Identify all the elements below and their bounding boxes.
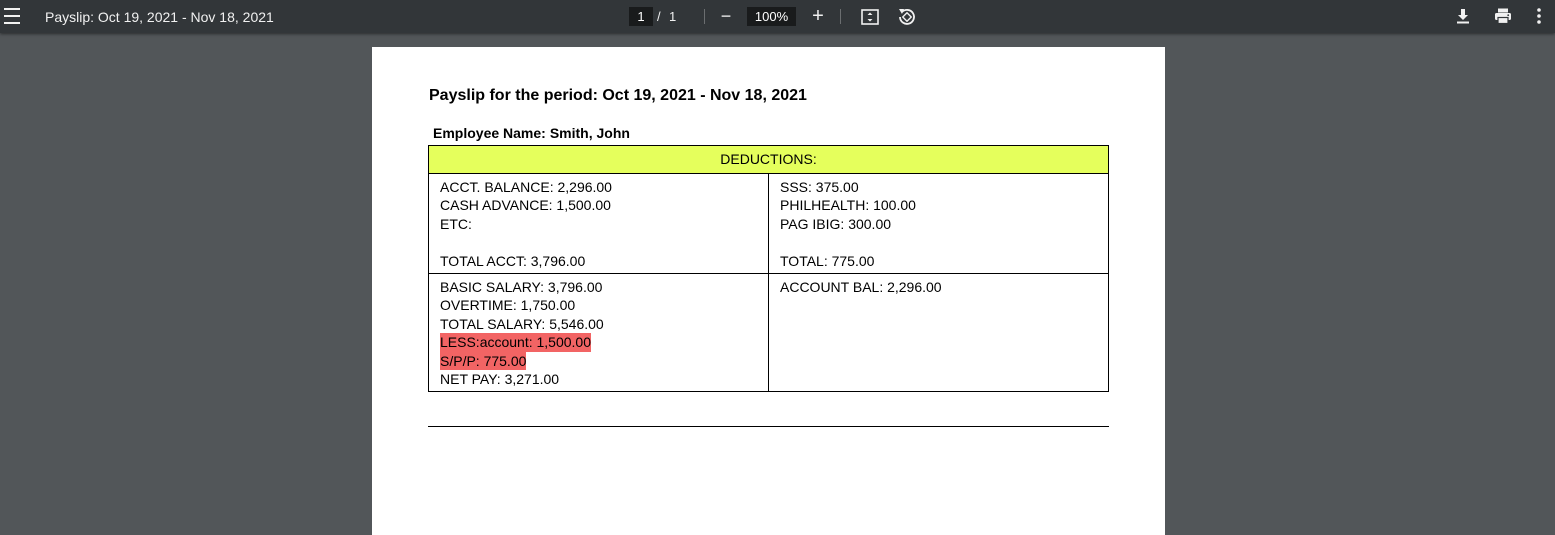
toolbar-divider [704,9,705,24]
acct-balance: ACCT. BALANCE: 2,296.00 [440,179,612,195]
net-pay: NET PAY: 3,271.00 [440,371,560,388]
zoom-level-input[interactable]: 100% [747,7,796,26]
document-title: Payslip: Oct 19, 2021 - Nov 18, 2021 [45,8,274,25]
account-bal: ACCOUNT BAL: 2,296.00 [780,279,942,296]
pag-ibig: PAG IBIG: 300.00 [780,215,892,232]
horizontal-rule [428,426,1109,427]
employee-name-value: Smith, John [549,125,630,141]
contributions-cell [769,174,1109,274]
salary-cell [429,274,769,392]
total-acct: TOTAL ACCT: 3,796.00 [440,252,586,269]
pdf-toolbar [0,0,1555,33]
blank-line [780,233,1097,251]
blank-line [440,233,757,251]
deductions-header: DEDUCTIONS: [429,146,1109,174]
account-cell [429,174,769,274]
etc: ETC: [440,215,472,232]
payslip-title: Payslip for the period: Oct 19, 2021 - Nov 18, 2021 [429,87,807,104]
pdf-page [372,47,1165,535]
employee-name-row [433,125,630,141]
menu-icon[interactable] [3,8,21,24]
toolbar-divider [840,9,841,24]
download-icon[interactable] [1453,6,1473,26]
current-page-input[interactable]: 1 [629,7,653,26]
zoom-in-button[interactable]: + [812,4,824,27]
philhealth: PHILHEALTH: 100.00 [780,197,916,214]
basic-salary: BASIC SALARY: 3,796.00 [440,279,603,296]
more-icon[interactable] [1533,6,1545,26]
account-bal-cell [769,274,1109,392]
less-account-highlight: LESS:account: 1,500.00 [440,334,591,351]
spp-highlight: S/P/P: 775.00 [440,352,527,369]
total-salary: TOTAL SALARY: 5,546.00 [440,315,604,332]
cash-advance: CASH ADVANCE: 1,500.00 [440,197,611,214]
fit-page-icon[interactable] [860,7,880,27]
sss: SSS: 375.00 [780,179,859,195]
zoom-out-button[interactable]: − [720,5,732,26]
overtime: OVERTIME: 1,750.00 [440,297,576,314]
print-icon[interactable] [1493,6,1513,26]
employee-name-label: Employee Name: [433,125,546,141]
page-separator: / [657,9,661,24]
rotate-icon[interactable] [896,6,918,28]
total-pages: 1 [669,9,677,24]
contributions-total: TOTAL: 775.00 [780,252,875,269]
deductions-table [428,145,1109,392]
